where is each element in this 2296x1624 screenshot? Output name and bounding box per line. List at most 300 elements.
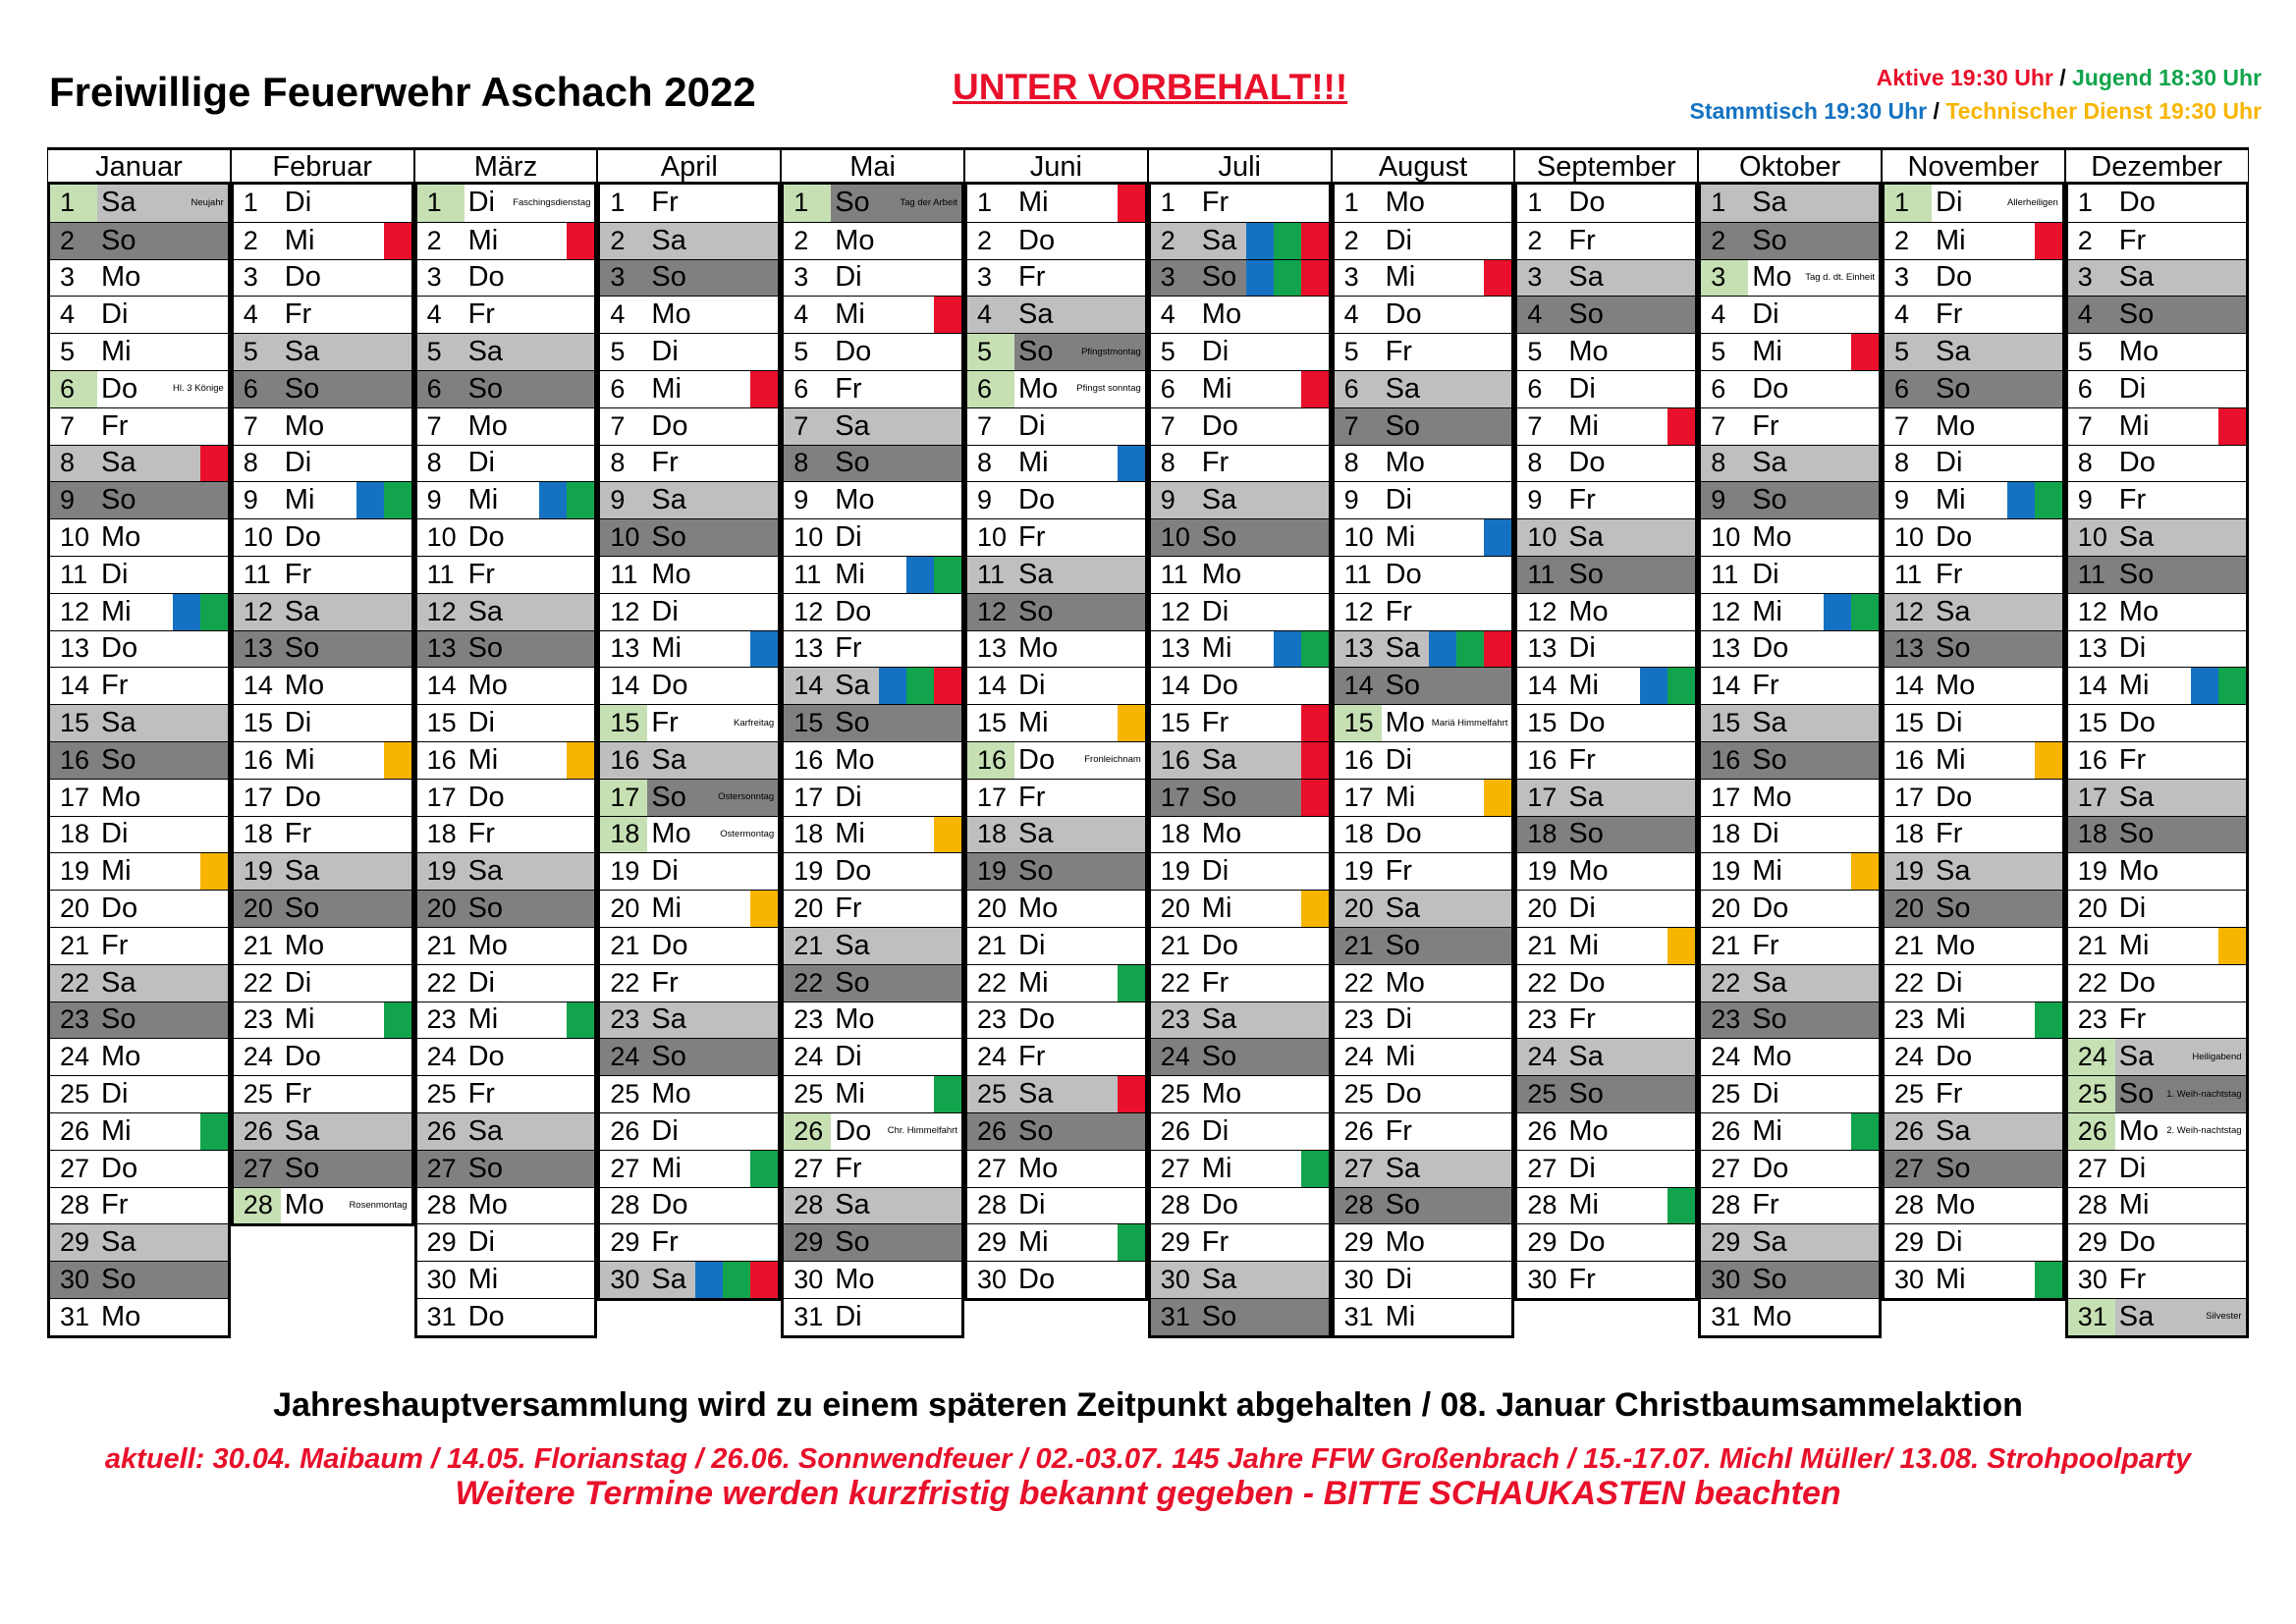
day-row	[2068, 964, 2246, 1001]
day-number: 8	[426, 448, 442, 478]
day-row	[1151, 890, 1329, 927]
day-row	[967, 1187, 1145, 1224]
day-number: 22	[1343, 967, 1374, 998]
weekday-label: Fr	[1568, 224, 1596, 256]
weekday-label: Sa	[2118, 781, 2155, 813]
event-marker-red	[934, 668, 961, 704]
month-column	[1148, 147, 1332, 1338]
weekday-label: So	[647, 780, 778, 816]
day-row	[1151, 667, 1329, 704]
weekday-label: Do	[1018, 1003, 1056, 1036]
day-number: 21	[1343, 930, 1374, 960]
day-number: 31	[2068, 1299, 2115, 1335]
day-number: 19	[60, 856, 90, 887]
weekday-label: Mo	[101, 1300, 141, 1332]
day-row	[1701, 556, 1879, 593]
day-number: 17	[1160, 782, 1190, 812]
day-number: 7	[1894, 410, 1910, 441]
day-row	[784, 1001, 961, 1039]
weekday-label: Mo	[1936, 670, 1976, 702]
day-number: 8	[243, 448, 258, 478]
weekday-label: Di	[1201, 595, 1230, 627]
weekday-label: Mi	[467, 484, 499, 516]
day-row	[784, 1187, 961, 1224]
weekday-label: Do	[835, 595, 872, 627]
event-marker-green	[567, 482, 594, 518]
weekday-label: Mo	[1568, 336, 1609, 368]
weekday-label: Sa	[1936, 855, 1971, 888]
weekday-label: Do	[1018, 224, 1056, 256]
weekday-label: Mo	[651, 298, 691, 331]
day-number: 24	[1711, 1042, 1741, 1072]
weekday-label: So	[284, 632, 320, 665]
event-marker-blue	[173, 594, 200, 630]
day-row	[1517, 556, 1695, 593]
event-marker-blue	[906, 557, 934, 593]
weekday-label: Mo	[651, 1078, 691, 1110]
day-number: 25	[1343, 1079, 1374, 1110]
weekday-label: Sa	[1752, 187, 1787, 219]
day-number: 27	[1527, 1153, 1558, 1183]
month-column	[1332, 147, 1515, 1338]
event-marker-yellow	[384, 742, 411, 779]
day-row	[1517, 852, 1695, 890]
weekday-label: Mi	[1018, 707, 1049, 739]
day-row	[2068, 296, 2246, 333]
day-row	[1335, 518, 1512, 556]
event-markers	[1851, 853, 1879, 890]
day-number: 13	[1527, 633, 1558, 664]
event-markers	[200, 446, 228, 482]
day-row	[2068, 1001, 2246, 1039]
day-row	[600, 222, 778, 259]
event-marker-green	[384, 482, 411, 518]
event-marker-red	[2035, 223, 2062, 259]
day-number: 1	[50, 185, 97, 222]
day-row	[50, 704, 228, 741]
day-number: 27	[793, 1153, 824, 1183]
weekday-label: Fr	[835, 1152, 862, 1184]
day-row	[1885, 593, 2062, 630]
event-marker-yellow	[1667, 928, 1695, 964]
day-number: 15	[1160, 708, 1190, 738]
day-row	[234, 370, 411, 407]
day-row	[967, 890, 1145, 927]
day-row	[234, 1150, 411, 1187]
weekday-label: Mo	[1018, 632, 1059, 665]
day-row	[1517, 964, 1695, 1001]
day-number: 23	[1527, 1004, 1558, 1035]
weekday-label: So	[1018, 595, 1054, 627]
day-number: 13	[610, 633, 640, 664]
day-number: 1	[784, 185, 831, 222]
event-marker-green	[1851, 594, 1879, 630]
day-number: 31	[1711, 1301, 1741, 1331]
weekday-label: Di	[1018, 1189, 1046, 1221]
day-row	[1335, 185, 1512, 222]
day-row	[784, 1075, 961, 1112]
event-marker-red	[1301, 371, 1329, 407]
day-number: 6	[243, 373, 258, 404]
day-row	[234, 407, 411, 445]
event-marker-green	[750, 1151, 778, 1187]
day-row	[234, 1112, 411, 1150]
event-markers	[934, 817, 961, 853]
weekday-label: Do	[1568, 966, 1606, 999]
day-number: 6	[1527, 373, 1543, 404]
day-row	[784, 1298, 961, 1335]
day-number: 1	[1160, 188, 1175, 218]
day-number: 7	[243, 410, 258, 441]
weekday-label: Do	[651, 1189, 688, 1221]
day-number: 17	[977, 782, 1008, 812]
weekday-label: Sa	[101, 966, 137, 999]
event-marker-green	[2035, 1002, 2062, 1039]
day-row	[2068, 445, 2246, 482]
day-number: 29	[1711, 1227, 1741, 1258]
weekday-label: Di	[284, 707, 312, 739]
day-row	[784, 1223, 961, 1261]
day-number: 12	[1711, 596, 1741, 626]
weekday-label: Mi	[467, 1264, 499, 1295]
page-title: Freiwillige Feuerwehr Aschach 2022	[49, 69, 756, 115]
weekday-label: Di	[467, 1226, 495, 1259]
day-row	[600, 1001, 778, 1039]
weekday-label: Fr	[1385, 855, 1412, 888]
day-number: 10	[2077, 522, 2107, 553]
day-number: 7	[793, 410, 809, 441]
day-row	[50, 185, 228, 222]
event-markers	[1118, 446, 1145, 482]
event-marker-yellow	[934, 817, 961, 853]
weekday-label: Di	[1936, 187, 1963, 219]
day-row	[967, 259, 1145, 297]
legend-segment: /	[1927, 98, 1946, 124]
weekday-label: So	[2118, 818, 2155, 850]
day-row	[50, 741, 228, 779]
day-number: 17	[793, 782, 824, 812]
event-marker-green	[1118, 965, 1145, 1001]
weekday-label: Di	[1385, 1003, 1412, 1036]
weekday-label: Di	[651, 595, 679, 627]
day-number: 8	[1343, 448, 1359, 478]
weekday-label: Sa	[835, 929, 870, 961]
day-number: 3	[1894, 262, 1910, 293]
legend-segment: Jugend 18:30 Uhr	[2072, 65, 2262, 90]
event-markers	[2007, 482, 2062, 518]
day-row	[1885, 259, 2062, 297]
day-row	[1701, 222, 1879, 259]
day-row	[234, 779, 411, 816]
day-row	[234, 964, 411, 1001]
day-row	[784, 1038, 961, 1075]
day-row	[600, 445, 778, 482]
day-row	[967, 1001, 1145, 1039]
weekday-label: Fr	[1385, 595, 1412, 627]
day-row	[1701, 1298, 1879, 1335]
day-row	[417, 1298, 595, 1335]
day-number: 4	[1343, 299, 1359, 330]
weekday-label: Mo	[1385, 966, 1425, 999]
weekday-label: Sa	[1936, 336, 1971, 368]
weekday-label: So	[1752, 1264, 1787, 1295]
month-days	[964, 185, 1148, 1301]
day-number: 16	[1343, 744, 1374, 775]
weekday-label: Do	[1385, 298, 1422, 331]
month-header: November	[1882, 147, 2065, 185]
day-number: 27	[2077, 1153, 2107, 1183]
weekday-label: So	[835, 1226, 870, 1259]
day-row	[50, 481, 228, 518]
weekday-label: Do	[1752, 372, 1789, 405]
day-number: 23	[1894, 1004, 1925, 1035]
day-row	[600, 1150, 778, 1187]
weekday-label: Di	[1936, 707, 1963, 739]
event-marker-red	[1118, 1076, 1145, 1112]
day-number: 6	[1160, 373, 1175, 404]
weekday-label: Mi	[1201, 893, 1232, 925]
day-number: 14	[1160, 671, 1190, 701]
day-row	[417, 741, 595, 779]
day-row	[2068, 1038, 2246, 1075]
weekday-label: Mi	[1385, 521, 1416, 554]
day-row	[234, 1038, 411, 1075]
day-row	[417, 481, 595, 518]
day-row	[417, 185, 595, 222]
weekday-label: Do	[1201, 670, 1238, 702]
day-row	[967, 556, 1145, 593]
day-number: 24	[426, 1042, 457, 1072]
day-row	[784, 259, 961, 297]
event-markers	[1484, 780, 1511, 816]
weekday-label: Mo	[835, 484, 875, 516]
day-number: 13	[1343, 633, 1374, 664]
day-row	[1885, 779, 2062, 816]
year-calendar	[47, 147, 2249, 1336]
day-row	[600, 593, 778, 630]
day-row	[967, 704, 1145, 741]
day-row	[600, 1038, 778, 1075]
holiday-note: Neujahr	[191, 196, 224, 208]
day-row	[234, 741, 411, 779]
day-row	[2068, 704, 2246, 741]
weekday-label: Mi	[101, 595, 132, 627]
weekday-label: Sa	[1018, 298, 1054, 331]
day-number: 3	[610, 262, 626, 293]
day-number: 26	[1343, 1115, 1374, 1146]
day-number: 1	[1885, 185, 1932, 222]
event-markers	[567, 1002, 594, 1039]
day-number: 6	[610, 373, 626, 404]
day-number: 2	[1160, 225, 1175, 255]
day-number: 26	[2068, 1113, 2115, 1150]
weekday-label: Do	[1018, 743, 1056, 776]
weekday-label: Mi	[1752, 855, 1782, 888]
weekday-label: Fr	[1201, 707, 1230, 739]
event-markers	[539, 482, 594, 518]
day-number: 15	[1335, 705, 1382, 741]
holiday-note: Ostersonntag	[718, 791, 775, 803]
day-row	[2068, 1223, 2246, 1261]
day-number: 29	[2077, 1227, 2107, 1258]
weekday-label: Do	[101, 372, 138, 405]
day-number: 10	[1160, 522, 1190, 553]
day-number: 12	[60, 596, 90, 626]
weekday-label: Do	[651, 929, 688, 961]
day-number: 6	[426, 373, 442, 404]
day-number: 22	[1160, 967, 1190, 998]
day-row	[600, 370, 778, 407]
day-row	[2068, 1298, 2246, 1335]
day-number: 3	[243, 262, 258, 293]
weekday-label: So	[1752, 743, 1787, 776]
day-number: 14	[60, 671, 90, 701]
day-number: 28	[793, 1190, 824, 1220]
day-row	[1701, 185, 1879, 222]
day-row	[1335, 222, 1512, 259]
day-row	[50, 1223, 228, 1261]
weekday-label: Di	[835, 521, 862, 554]
month-header: Mai	[781, 147, 964, 185]
day-row	[1885, 481, 2062, 518]
day-row	[600, 333, 778, 370]
event-markers	[1118, 1076, 1145, 1112]
event-marker-green	[2218, 668, 2246, 704]
day-row	[50, 852, 228, 890]
weekday-label: Mo	[1936, 929, 1976, 961]
day-row	[967, 296, 1145, 333]
day-number: 16	[610, 744, 640, 775]
day-number: 3	[1160, 262, 1175, 293]
weekday-label: Fr	[651, 707, 679, 739]
day-number: 2	[1343, 225, 1359, 255]
day-number: 5	[610, 337, 626, 367]
weekday-label: Mo	[1568, 855, 1609, 888]
day-row	[2068, 1112, 2246, 1150]
weekday-label: So	[284, 1152, 320, 1184]
day-number: 21	[426, 930, 457, 960]
day-row	[2068, 222, 2246, 259]
weekday-label: Sa	[1752, 1226, 1787, 1259]
weekday-label: Sa	[1201, 224, 1237, 256]
day-number: 21	[1160, 930, 1190, 960]
weekday-label: Fr	[1018, 521, 1046, 554]
event-markers	[384, 223, 411, 259]
day-number: 12	[1894, 596, 1925, 626]
day-row	[1885, 222, 2062, 259]
weekday-label: Do	[1201, 409, 1238, 442]
event-marker-blue	[1640, 668, 1667, 704]
day-number: 11	[793, 559, 822, 589]
event-marker-red	[1667, 408, 1695, 445]
day-number: 22	[1894, 967, 1925, 998]
day-row	[967, 741, 1145, 779]
weekday-label: Do	[1752, 893, 1789, 925]
day-row	[967, 593, 1145, 630]
weekday-label: Fr	[1936, 818, 1963, 850]
day-row	[784, 964, 961, 1001]
day-row	[417, 704, 595, 741]
weekday-label: So	[1936, 893, 1971, 925]
event-marker-red	[1484, 260, 1511, 297]
day-row	[784, 222, 961, 259]
weekday-label: Mi	[651, 1152, 682, 1184]
day-number: 18	[2077, 819, 2107, 849]
day-row	[417, 927, 595, 964]
month-column	[2065, 147, 2249, 1338]
day-number: 31	[1160, 1301, 1190, 1331]
day-row	[1151, 445, 1329, 482]
weekday-label: Mo	[1201, 298, 1242, 331]
weekday-label: Fr	[1018, 781, 1046, 813]
weekday-label: Sa	[1201, 743, 1237, 776]
day-number: 2	[793, 225, 809, 255]
weekday-label: Do	[1018, 484, 1056, 516]
weekday-label: Mo	[835, 1003, 875, 1036]
weekday-label: Di	[835, 1300, 862, 1332]
day-row	[2068, 481, 2246, 518]
day-number: 5	[1527, 337, 1543, 367]
day-row	[234, 333, 411, 370]
month-days	[597, 185, 781, 1301]
weekday-label: Di	[835, 781, 862, 813]
weekday-label: So	[835, 966, 870, 999]
event-marker-blue	[750, 631, 778, 668]
weekday-label: Fr	[467, 298, 495, 331]
day-number: 26	[426, 1115, 457, 1146]
day-row	[600, 556, 778, 593]
day-row	[417, 556, 595, 593]
day-number: 28	[1160, 1190, 1190, 1220]
day-number: 25	[1711, 1079, 1741, 1110]
day-row	[1151, 1150, 1329, 1187]
day-row	[1885, 556, 2062, 593]
weekday-label: Fr	[284, 298, 312, 331]
day-row	[1151, 1261, 1329, 1298]
event-markers	[1301, 705, 1329, 741]
day-row	[967, 370, 1145, 407]
day-number: 26	[1527, 1115, 1558, 1146]
weekday-label: So	[2118, 298, 2155, 331]
weekday-label: Sa	[1201, 484, 1237, 516]
weekday-label: Sa	[467, 1114, 504, 1147]
weekday-label: Di	[835, 1041, 862, 1073]
day-row	[1335, 407, 1512, 445]
weekday-label: Mo	[1752, 261, 1792, 294]
event-marker-yellow	[567, 742, 594, 779]
event-markers	[1301, 742, 1329, 779]
day-number: 9	[793, 485, 809, 515]
weekday-label: Mo	[835, 224, 875, 256]
holiday-note: Fronleichnam	[1084, 754, 1141, 766]
weekday-label: Fr	[1568, 743, 1596, 776]
day-number: 29	[1894, 1227, 1925, 1258]
weekday-label: Mo	[1385, 447, 1425, 479]
day-number: 7	[1711, 410, 1726, 441]
day-number: 31	[1343, 1301, 1374, 1331]
day-number: 10	[610, 522, 640, 553]
event-markers	[1301, 371, 1329, 407]
weekday-label: Fr	[467, 558, 495, 590]
weekday-label: Di	[1568, 632, 1596, 665]
day-row	[1151, 1223, 1329, 1261]
day-number: 15	[1711, 708, 1741, 738]
day-row	[784, 333, 961, 370]
weekday-label: Do	[2118, 447, 2156, 479]
day-row	[1701, 1150, 1879, 1187]
weekday-label: Di	[467, 966, 495, 999]
day-number: 30	[977, 1265, 1008, 1294]
